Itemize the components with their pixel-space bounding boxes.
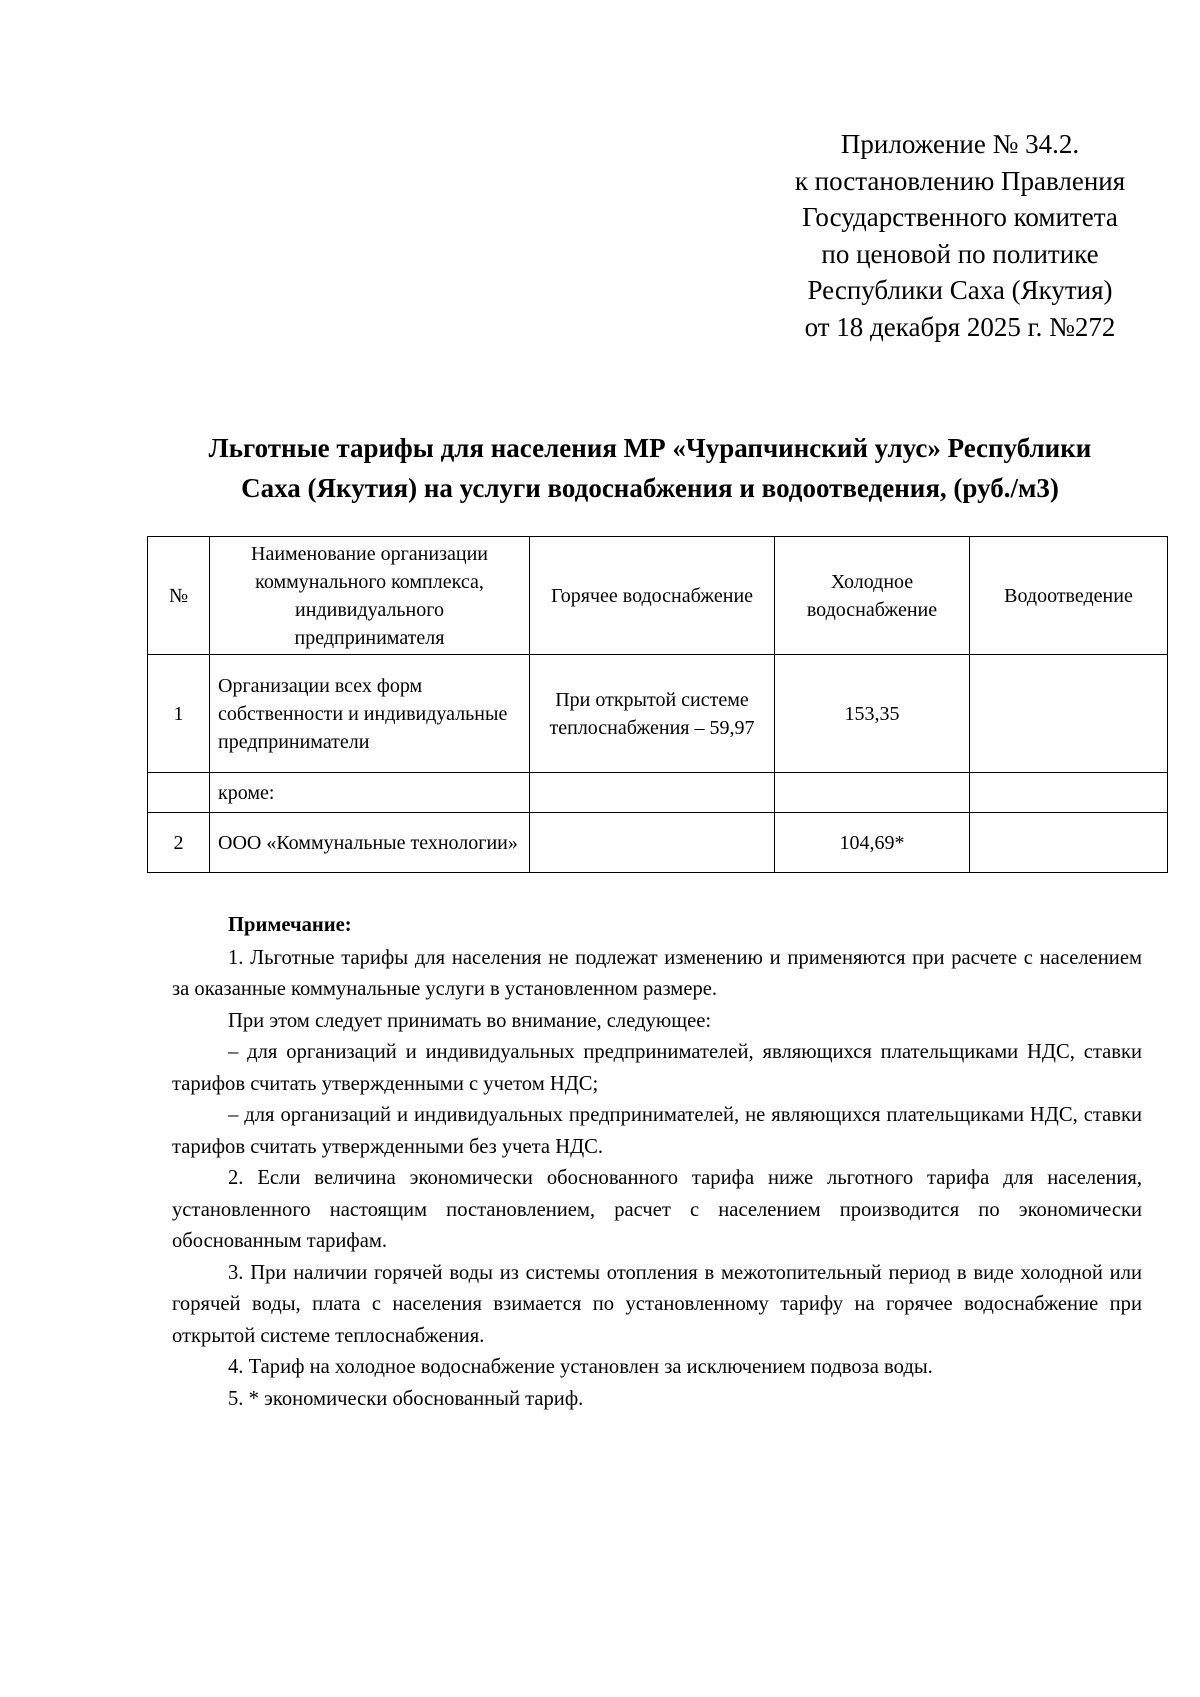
notes-title: Примечание: bbox=[228, 914, 352, 936]
appendix-header bbox=[780, 126, 1140, 345]
document-title bbox=[150, 428, 1150, 508]
table-header-row bbox=[148, 537, 1168, 655]
cell-org: ООО «Коммунальные технологии» bbox=[210, 813, 530, 873]
note-paragraph: 2. Если величина экономически обоснованного тарифа ниже льготного тарифа для населения, установленного настоящим постановлением, расчет с населением производится по экономически обоснованным тарифам. bbox=[172, 1167, 1142, 1252]
notes-section bbox=[172, 910, 1142, 1415]
note-paragraph: 1. Льготные тарифы для населения не подлежат изменению и применяются при расчете с населением за оказанные коммунальные услуги в установленном размере. bbox=[172, 946, 1142, 1000]
note-paragraph: – для организаций и индивидуальных предпринимателей, являющихся плательщиками НДС, ставки тарифов считать утвержденными с учетом НДС; bbox=[172, 1041, 1142, 1095]
cell-hot-water bbox=[530, 773, 775, 813]
cell-num: 1 bbox=[148, 655, 210, 773]
cell-cold-water bbox=[775, 773, 970, 813]
appendix-line: к постановлению Правления bbox=[794, 165, 1126, 196]
title-line-1: Льготные тарифы для населения МР «Чурапчинский улус» Республики bbox=[208, 433, 1092, 463]
appendix-line: Республики Саха (Якутия) bbox=[807, 275, 1113, 305]
table-row bbox=[148, 773, 1168, 813]
appendix-line: Государственного комитета bbox=[802, 202, 1118, 232]
cell-hot-water: При открытой системе теплоснабжения – 59,97 bbox=[530, 655, 775, 773]
appendix-line: по ценовой по политике bbox=[821, 238, 1099, 269]
note-paragraph: 4. Тариф на холодное водоснабжение установлен за исключением подвоза воды. bbox=[228, 1356, 933, 1378]
cell-hot-water bbox=[530, 813, 775, 873]
appendix-line: Приложение № 34.2. bbox=[840, 129, 1080, 159]
cell-org: Организации всех форм собственности и индивидуальные предприниматели bbox=[210, 655, 530, 773]
cell-cold-water: 104,69* bbox=[775, 813, 970, 873]
header-cold-water: Холодное водоснабжение bbox=[775, 537, 970, 655]
title-line-2: Саха (Якутия) на услуги водоснабжения и водоотведения, (руб./м3) bbox=[241, 473, 1059, 503]
tariffs-table bbox=[147, 536, 1168, 873]
cell-org: кроме: bbox=[210, 773, 530, 813]
note-paragraph: 5. * экономически обоснованный тариф. bbox=[228, 1387, 584, 1410]
note-paragraph: При этом следует принимать во внимание, следующее: bbox=[228, 1009, 712, 1032]
note-paragraph: 3. При наличии горячей воды из системы отопления в межотопительный период в виде холодной или горячей воды, плата с населения взимается по установленному тарифу на горячее водоснабжение при открытой системе теплоснабжения. bbox=[172, 1261, 1142, 1347]
table-row bbox=[148, 655, 1168, 773]
cell-cold-water: 153,35 bbox=[775, 655, 970, 773]
cell-drainage bbox=[970, 813, 1168, 873]
header-org: Наименование организации коммунального комплекса, индивидуального предпринимателя bbox=[210, 537, 530, 655]
cell-num: 2 bbox=[148, 813, 210, 873]
header-num: № bbox=[148, 537, 210, 655]
header-drainage: Водоотведение bbox=[970, 537, 1168, 655]
header-hot-water: Горячее водоснабжение bbox=[530, 537, 775, 655]
cell-num bbox=[148, 773, 210, 813]
appendix-line: от 18 декабря 2025 г. №272 bbox=[804, 311, 1116, 342]
table-row bbox=[148, 813, 1168, 873]
note-paragraph: – для организаций и индивидуальных предпринимателей, не являющихся плательщиками НДС, ставки тарифов считать утвержденными без учета НДС. bbox=[172, 1104, 1142, 1158]
cell-drainage bbox=[970, 655, 1168, 773]
cell-drainage bbox=[970, 773, 1168, 813]
